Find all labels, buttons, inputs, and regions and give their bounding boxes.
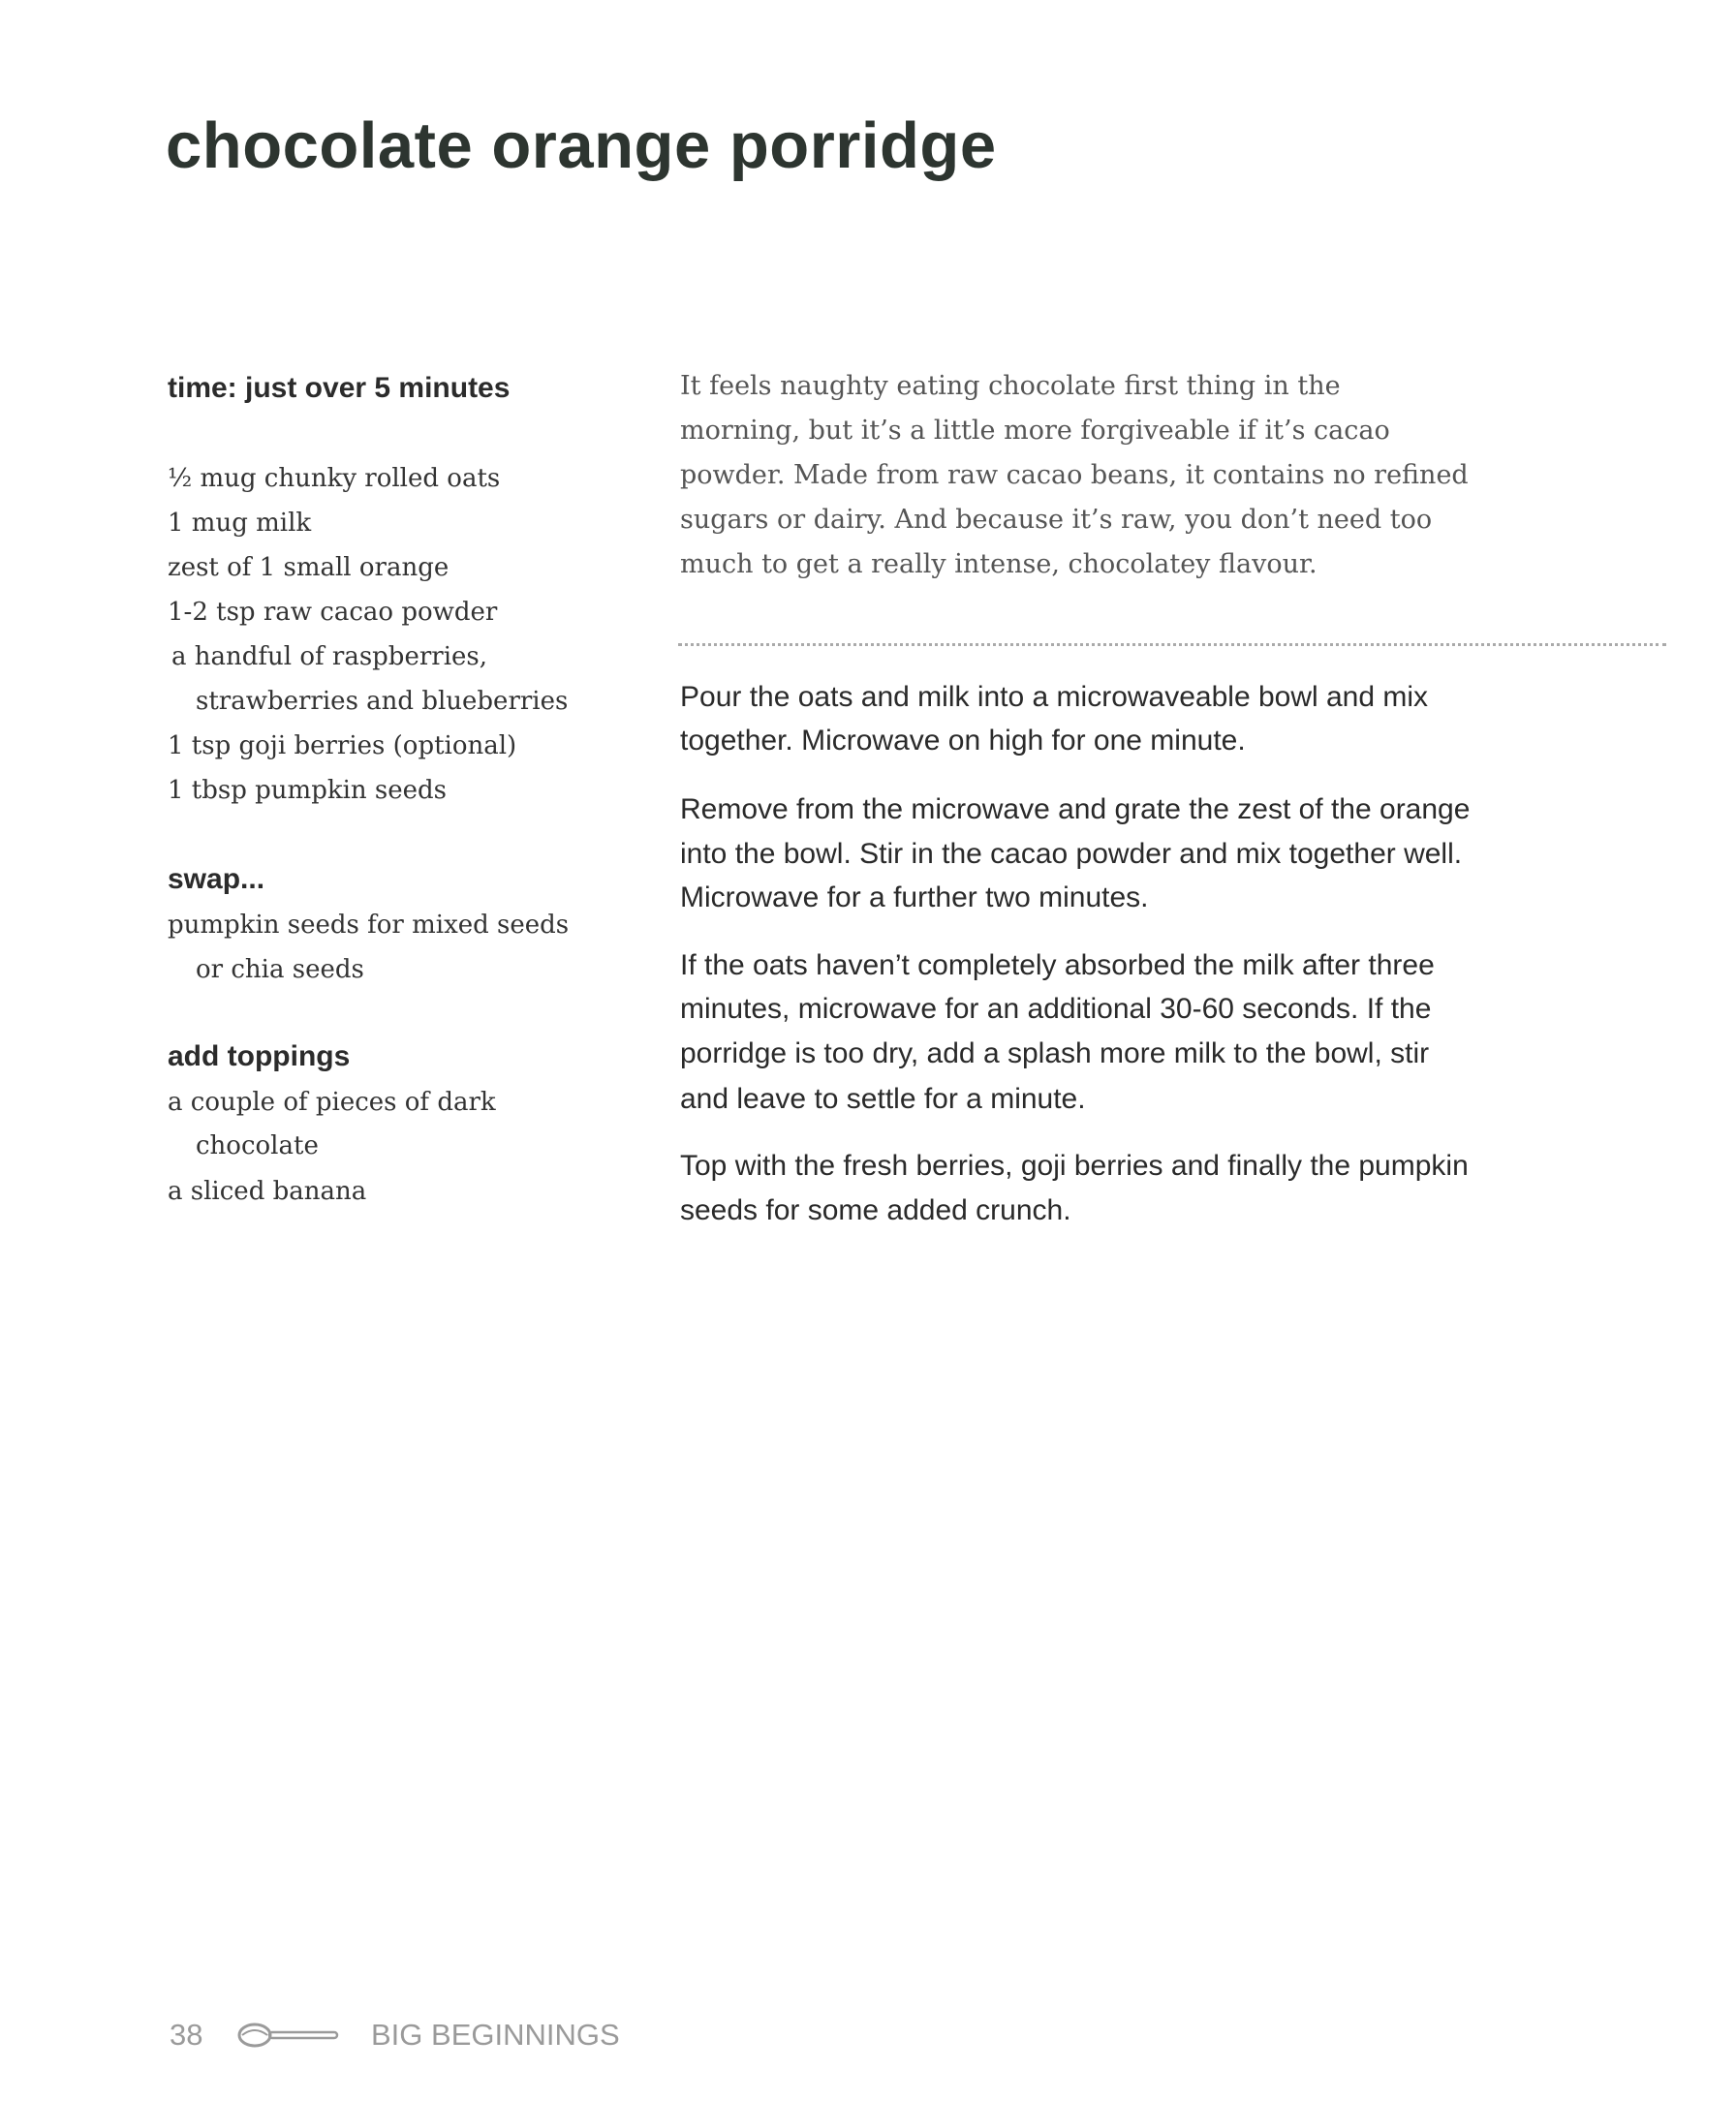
topping-line: chocolate — [196, 1131, 319, 1160]
swap-line: pumpkin seeds for mixed seeds — [168, 911, 570, 940]
method-line: together. Microwave on high for one minute. — [680, 725, 1246, 757]
time-heading: time: just over 5 minutes — [168, 372, 511, 404]
method-line: Pour the oats and milk into a microwaveable bowl and mix — [680, 681, 1429, 713]
ingredient: zest of 1 small orange — [168, 553, 450, 582]
section-name: BIG BEGINNINGS — [371, 2018, 620, 2052]
ingredient: 1 mug milk — [168, 509, 312, 538]
intro-line: morning, but it’s a little more forgiveable if it’s cacao — [680, 416, 1390, 446]
ingredient: 1 tbsp pumpkin seeds — [168, 776, 448, 805]
method-line: seeds for some added crunch. — [680, 1194, 1071, 1226]
ingredient: 1 tsp goji berries (optional) — [168, 731, 517, 760]
toppings-heading: add toppings — [168, 1040, 351, 1072]
whisk-icon — [236, 2021, 339, 2050]
swap-line: or chia seeds — [196, 955, 364, 984]
intro-line: It feels naughty eating chocolate first thing in the — [680, 371, 1341, 401]
intro-line: much to get a really intense, chocolatey flavour. — [680, 549, 1318, 579]
ingredient: a handful of raspberries, — [171, 642, 488, 671]
ingredient: strawberries and blueberries — [196, 687, 569, 716]
topping-line: a sliced banana — [168, 1177, 367, 1206]
topping-line: a couple of pieces of dark — [168, 1088, 496, 1117]
intro-line: sugars or dairy. And because it’s raw, you don’t need too — [680, 505, 1433, 535]
method-line: into the bowl. Stir in the cacao powder and mix together well. — [680, 838, 1463, 870]
swap-heading: swap... — [168, 863, 265, 895]
ingredient: ½ mug chunky rolled oats — [168, 464, 501, 493]
intro-line: powder. Made from raw cacao beans, it contains no refined — [680, 460, 1469, 490]
dotted-divider — [678, 643, 1666, 646]
method-line: If the oats haven’t completely absorbed the milk after three — [680, 949, 1435, 981]
page-number: 38 — [170, 2018, 203, 2052]
method-line: and leave to settle for a minute. — [680, 1083, 1086, 1115]
method-line: porridge is too dry, add a splash more milk to the bowl, stir — [680, 1037, 1430, 1069]
ingredient: 1-2 tsp raw cacao powder — [168, 598, 498, 627]
method-line: Remove from the microwave and grate the zest of the orange — [680, 793, 1471, 825]
page-title: chocolate orange porridge — [166, 109, 997, 182]
method-line: Top with the fresh berries, goji berries and finally the pumpkin — [680, 1150, 1469, 1182]
method-line: minutes, microwave for an additional 30-60 seconds. If the — [680, 993, 1432, 1025]
method-line: Microwave for a further two minutes. — [680, 881, 1149, 913]
